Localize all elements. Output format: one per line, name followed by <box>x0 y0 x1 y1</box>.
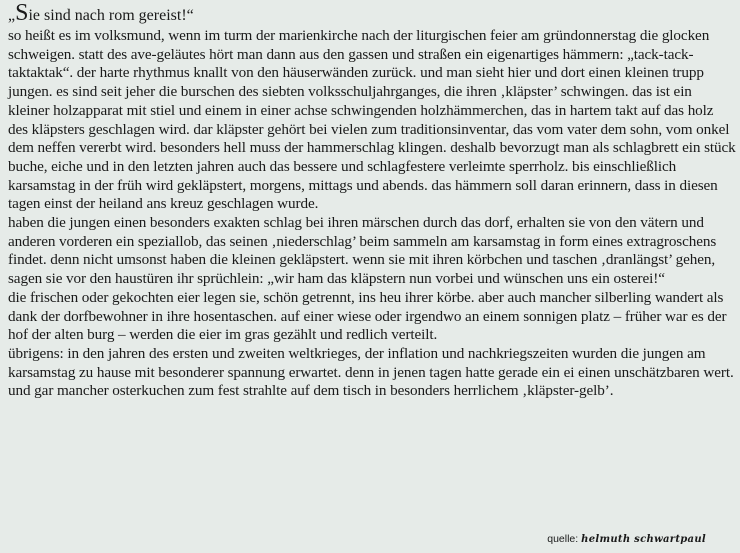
paragraph-1: so heißt es im volksmund, wenn im turm der marienkirche nach der liturgischen feier am gründonnerstag die glocken schweigen. statt des ave-geläutes hört man dann aus den gassen und straßen ein eigenartiges hämmern: „tack-tack-taktaktak“. der harte rhythmus knallt von den häuserwänden zurück. und man sieht hier und dort einen kleinen trupp jungen. es sind seit jeher die burschen des siebten volksschuljahrganges, die ihren ‚kläpster’ schwingen. das ist ein kleiner holzapparat mit stiel und einem in einer achse schwingenden holzhämmerchen, das in hartem takt auf das holz des kläpsters geschlagen wird. dar kläpster gehört bei vielen zum traditionsinventar, das vom vater dem sohn, vom onkel dem neffen vererbt wird. besonders hell muss der hammerschlag klingen. deshalb bevorzugt man als schlagbrett ein stück buche, eiche und in den letzten jahren auch das bessere und schlagfestere verleimte sperrholz. bis einschließlich karsamstag in der früh wird gekläpstert, morgens, mittags und abends. das hämmern soll daran erinnern, dass in diesen tagen einst der heiland ans kreuz geschlagen wurde. <box>8 27 736 213</box>
article <box>8 0 736 401</box>
paragraph-3: die frischen oder gekochten eier legen sie, schön getrennt, ins heu ihrer körbe. aber auch mancher silberling wandert als dank der dorfbewohner in ihre hosentaschen. auf einer wiese oder irgendwo an einem sonnigen platz – früher war es der hof der alten burg – werden die eier im gras gezählt und redlich verteilt. <box>8 288 727 344</box>
source-attribution <box>547 533 706 545</box>
article-title <box>8 0 736 27</box>
paragraph-2: haben die jungen einen besonders exakten schlag bei ihren märschen durch das dorf, erhalten sie von den vätern und anderen vorderen ein speziallob, das seinen ‚niederschlag’ beim sammeln am karsamstag in form eines extragroschens findet. denn nicht umsonst haben die kleinen gekläpstert. wenn sie mit ihren körbchen und taschen ‚dranlängst’ gehen, sagen sie vor den haustüren ihr sprüchlein: „wir ham das kläpstern nun vorbei und wünschen uns ein osterei!“ <box>8 214 717 288</box>
source-label: quelle: <box>547 533 579 545</box>
title-rest: ie sind nach rom gereist!“ <box>28 7 194 24</box>
paragraph-4: übrigens: in den jahren des ersten und zweiten weltkrieges, der inflation und nachkriegszeiten wurden die jungen am karsamstag zu hause mit besonderer spannung erwartet. denn in jenen tagen hatte gerade ein ei einen unschätzbaren wert. und gar mancher osterkuchen zum fest strahlte auf dem tisch in besonders herrlichem ‚kläpster-gelb’. <box>8 344 734 400</box>
title-initial-letter: S <box>15 0 29 26</box>
title-open-quote: „ <box>8 7 16 24</box>
source-author: helmuth schwartpaul <box>581 534 706 545</box>
